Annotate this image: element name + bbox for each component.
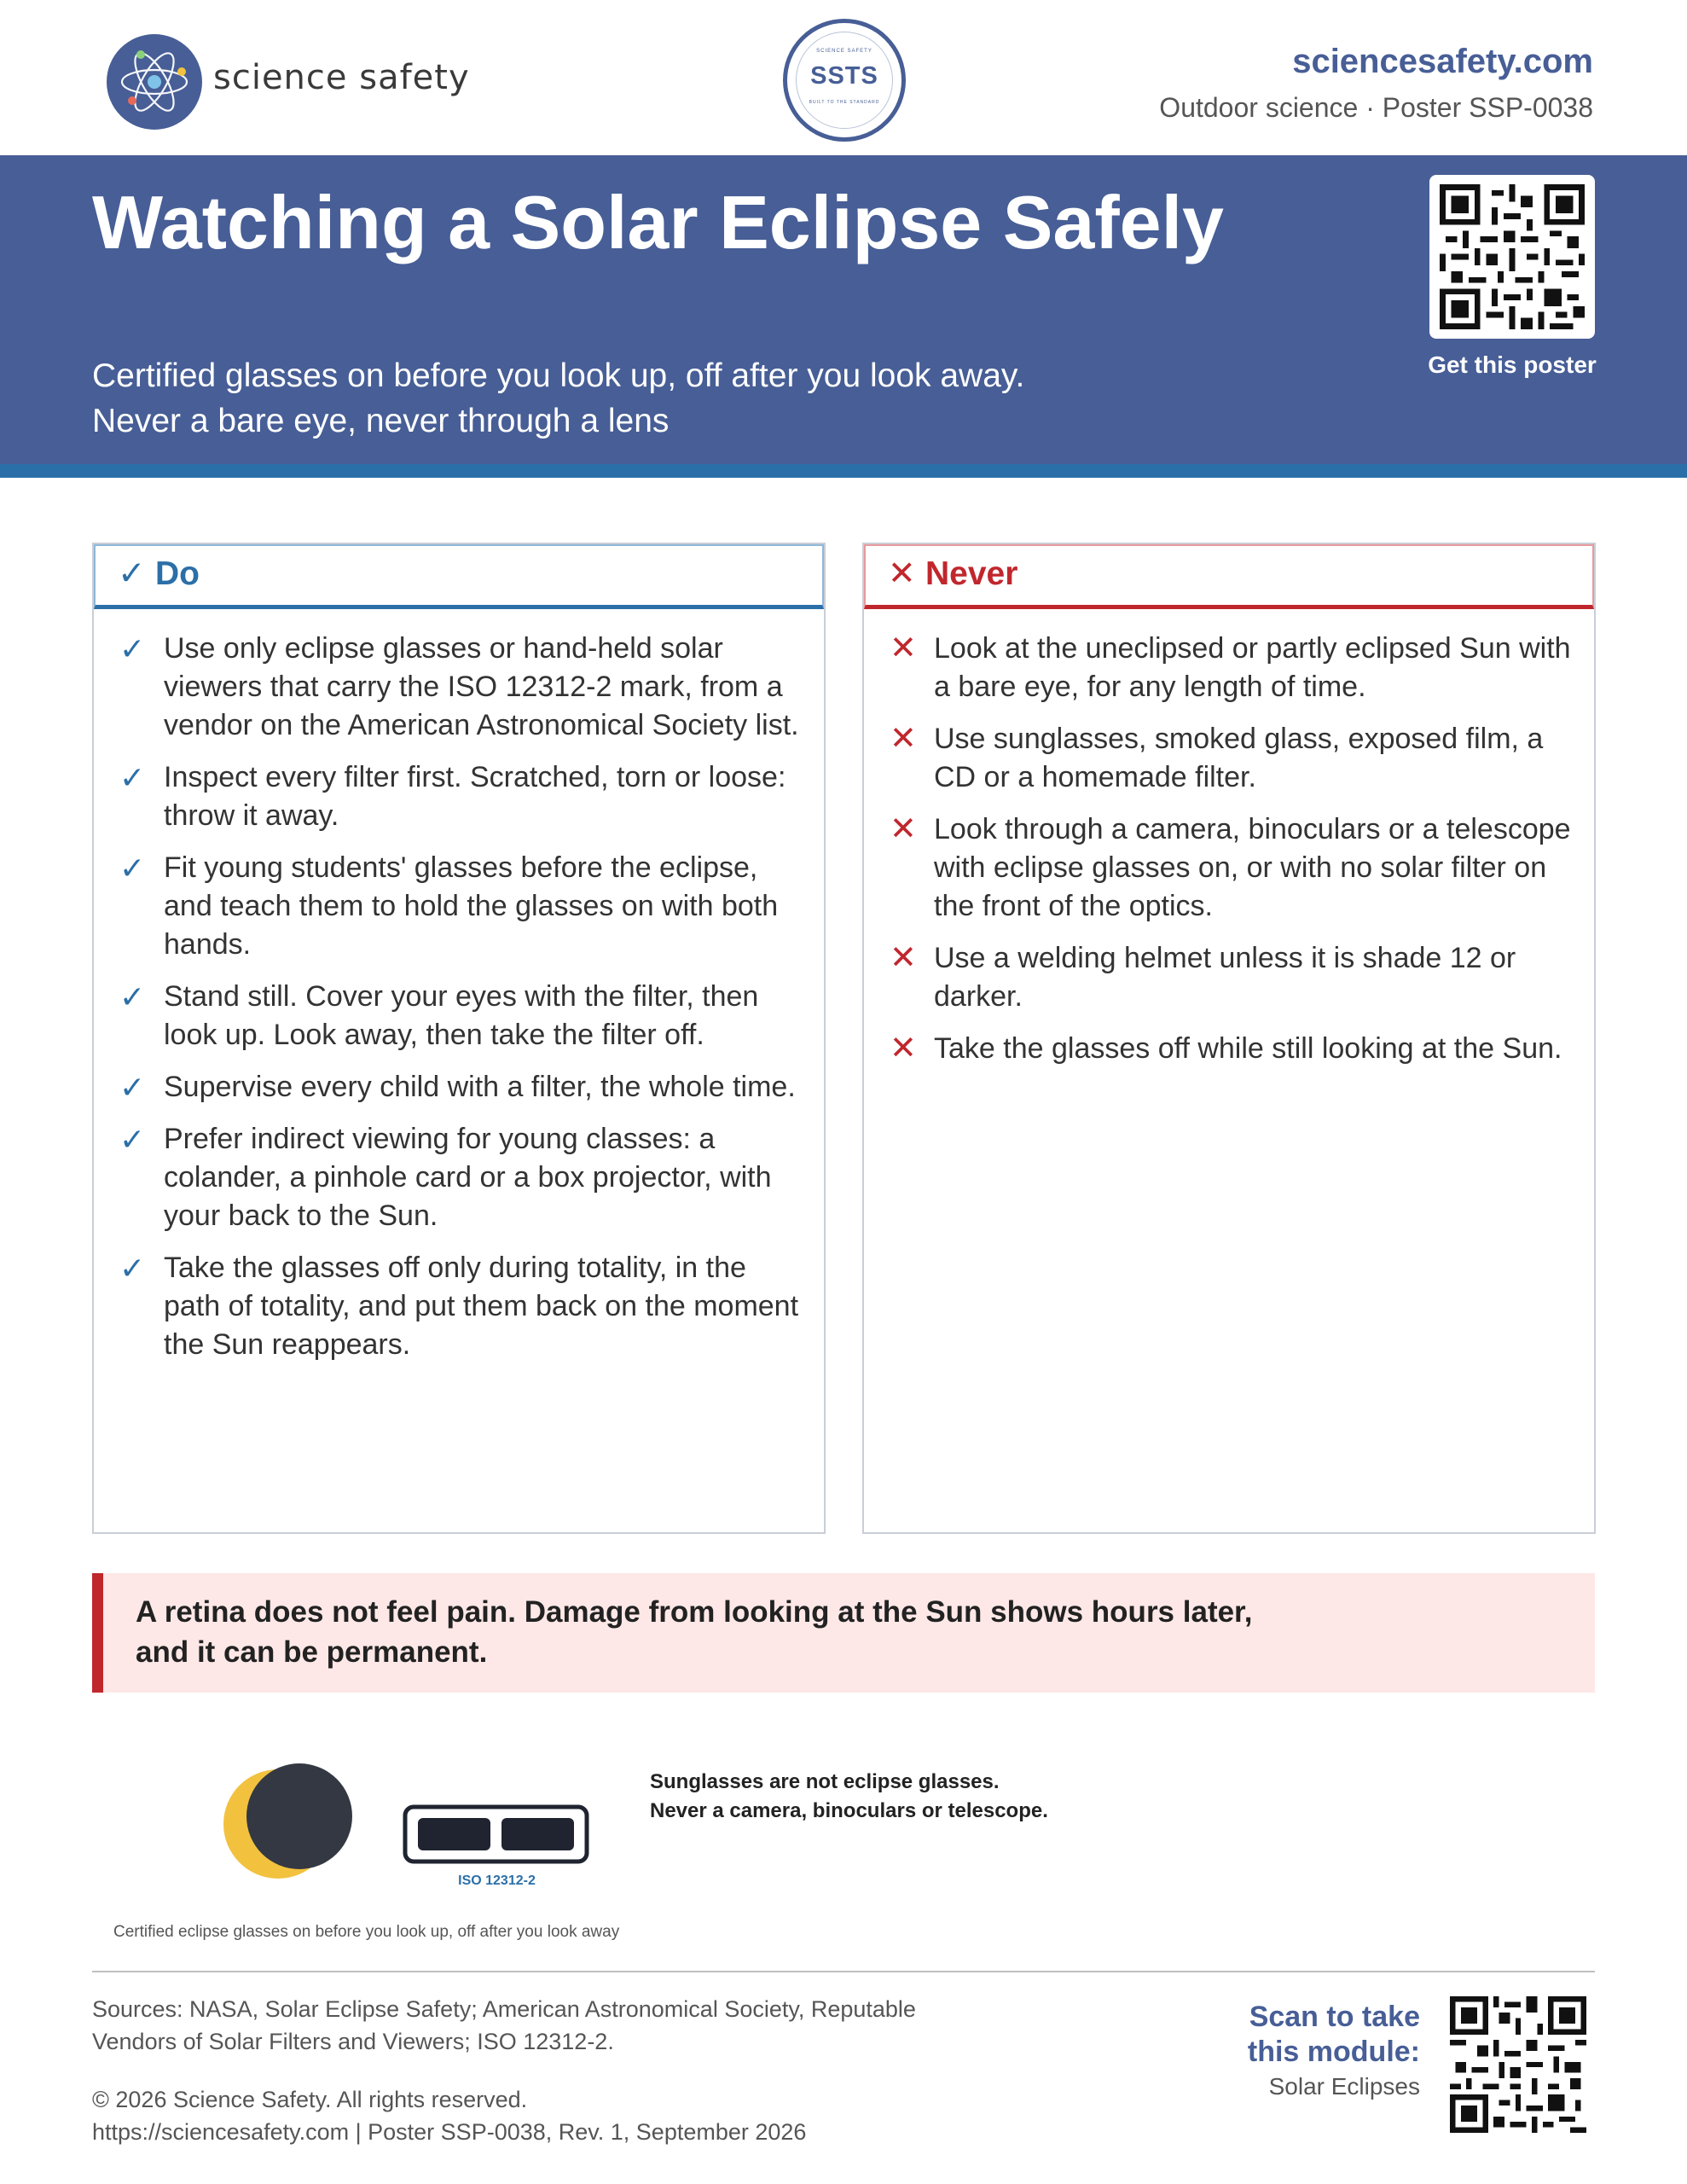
poster-id: Outdoor science · Poster SSP-0038 (1159, 92, 1593, 123)
list-item-text: Stand still. Cover your eyes with the filter, then look up. Look away, then take the filter off. (164, 980, 759, 1051)
check-icon: ✓ (119, 1070, 146, 1105)
iso-label: ISO 12312-2 (458, 1873, 536, 1888)
list-item (119, 978, 802, 1054)
site-link[interactable]: sciencesafety.com (1292, 43, 1593, 80)
poster-qr-code[interactable] (1429, 175, 1595, 339)
banner-stripe (0, 464, 1687, 478)
ssts-seal (783, 19, 906, 142)
list-item-text: Look through a camera, binoculars or a telescope with eclipse glasses on, or with no solar filter on the front of the optics. (934, 813, 1571, 922)
list-item (119, 758, 802, 835)
warning-line: and it can be permanent. (136, 1635, 488, 1669)
do-heading (94, 544, 824, 609)
cross-icon: ✕ (890, 940, 917, 976)
atom-icon (107, 34, 202, 130)
note-line: Sunglasses are not eclipse glasses. (650, 1770, 1000, 1793)
divider (92, 1971, 1595, 1972)
do-column (92, 543, 826, 1534)
list-item (119, 1249, 802, 1364)
page-subtitle (92, 353, 1371, 444)
seal-bottom-text: BUILT TO THE STANDARD (809, 100, 880, 105)
sources-line: Vendors of Solar Filters and Viewers; ISO 12312-2. (92, 2029, 614, 2054)
illustration-note (650, 1768, 1247, 1826)
page-header (0, 0, 1687, 155)
warning-text (136, 1592, 1330, 1672)
list-item-text: Look at the uneclipsed or partly eclipsed Sun with a bare eye, for any length of time. (934, 632, 1571, 703)
seal-top-text: SCIENCE SAFETY (816, 49, 872, 54)
list-item-text: Take the glasses off only during totality, in the path of totality, and put them back on the moment the Sun reappears. (164, 1252, 799, 1361)
do-heading-label: Do (155, 555, 200, 592)
cross-icon: ✕ (890, 1031, 917, 1066)
seal-main-text: SSTS (810, 62, 878, 90)
cross-icon: ✕ (890, 721, 917, 757)
copyright-line: © 2026 Science Safety. All rights reserved. (92, 2087, 528, 2112)
list-item (119, 849, 802, 964)
list-item (119, 1068, 802, 1107)
check-icon: ✓ (119, 1251, 146, 1286)
sources-line: Sources: NASA, Solar Eclipse Safety; American Astronomical Society, Reputable (92, 1996, 916, 2022)
note-line: Never a camera, binoculars or telescope. (650, 1799, 1048, 1822)
cross-icon: ✕ (890, 811, 917, 847)
do-list (119, 630, 802, 1378)
list-item (890, 810, 1572, 926)
qr-icon (1440, 184, 1585, 329)
warning-callout (92, 1573, 1595, 1693)
never-heading (864, 544, 1594, 609)
list-item (890, 630, 1572, 706)
eclipse-glasses-icon (405, 1807, 587, 1862)
check-icon: ✓ (119, 760, 146, 795)
brand-name: science safety (213, 58, 470, 97)
copyright-line: https://sciencesafety.com | Poster SSP-0038, Rev. 1, September 2026 (92, 2119, 807, 2145)
scan-prompt (1177, 2000, 1420, 2070)
cross-icon: ✕ (888, 555, 916, 592)
never-column (862, 543, 1596, 1534)
cross-icon: ✕ (890, 630, 917, 666)
check-icon: ✓ (119, 631, 146, 666)
illustration-caption: Certified eclipse glasses on before you look up, off after you look away (113, 1923, 620, 1941)
list-item-text: Inspect every filter first. Scratched, torn or loose: throw it away. (164, 761, 786, 832)
module-qr-code[interactable] (1450, 1996, 1586, 2133)
check-icon: ✓ (119, 851, 146, 886)
list-item-text: Use sunglasses, smoked glass, exposed film, a CD or a homemade filter. (934, 723, 1544, 793)
scan-module-name: Solar Eclipses (1268, 2073, 1420, 2100)
copyright (92, 2083, 1030, 2148)
never-heading-label: Never (925, 555, 1018, 592)
list-item (119, 1120, 802, 1235)
list-item-text: Use a welding helmet unless it is shade 12 or darker. (934, 942, 1516, 1013)
subtitle-line: Never a bare eye, never through a lens (92, 403, 670, 439)
list-item (890, 939, 1572, 1016)
list-item (890, 1030, 1572, 1068)
list-item (119, 630, 802, 745)
scan-line: Scan to take (1249, 2001, 1420, 2033)
page-title: Watching a Solar Eclipse Safely (92, 180, 1224, 264)
never-list (890, 630, 1572, 1082)
warning-line: A retina does not feel pain. Damage from looking at the Sun shows hours later, (136, 1595, 1253, 1629)
list-item-text: Supervise every child with a filter, the whole time. (164, 1071, 796, 1103)
qr-label: Get this poster (1428, 351, 1597, 378)
list-item-text: Prefer indirect viewing for young classes: a colander, a pinhole card or a box projector, with your back to the Sun. (164, 1123, 772, 1232)
list-item (890, 720, 1572, 797)
qr-icon (1450, 1996, 1586, 2133)
moon-icon (246, 1763, 352, 1869)
sources (92, 1993, 1030, 2058)
check-icon: ✓ (119, 1122, 146, 1157)
list-item-text: Use only eclipse glasses or hand-held solar viewers that carry the ISO 12312-2 mark, from a vendor on the American Astronomical Society list. (164, 632, 799, 741)
check-icon: ✓ (118, 555, 146, 592)
scan-line: this module: (1247, 2036, 1420, 2068)
check-icon: ✓ (119, 979, 146, 1014)
list-item-text: Take the glasses off while still looking at the Sun. (934, 1032, 1562, 1065)
list-item-text: Fit young students' glasses before the eclipse, and teach them to hold the glasses on with both hands. (164, 851, 779, 961)
subtitle-line: Certified glasses on before you look up, off after you look away. (92, 357, 1025, 394)
